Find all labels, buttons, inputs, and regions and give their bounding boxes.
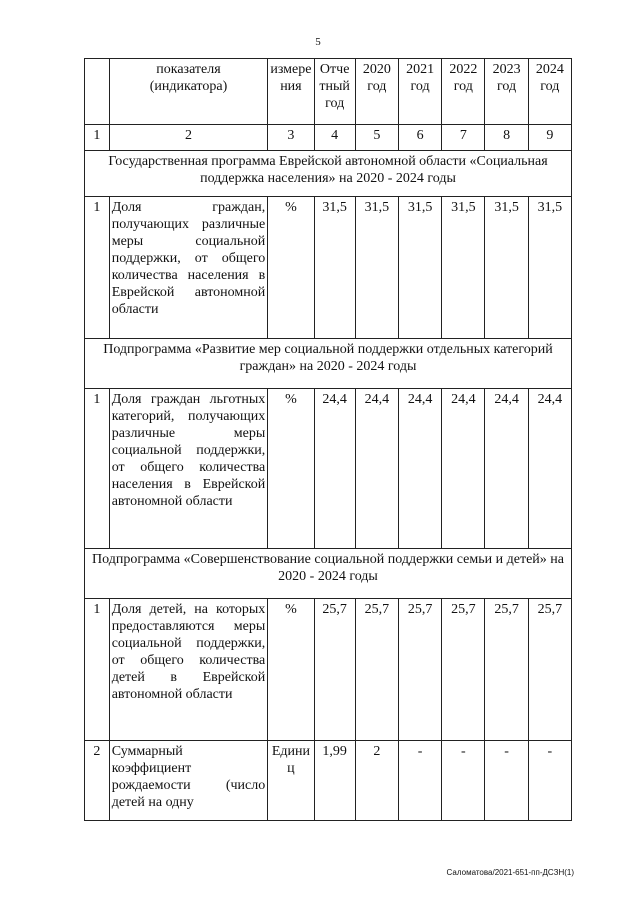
column-number: 3 [268,125,314,151]
section-title: Государственная программа Еврейской автономной области «Социальная поддержка населения» на 2020 - 2024 годы [85,151,572,197]
column-number: 9 [528,125,571,151]
column-number: 4 [314,125,355,151]
header-year-2021: 2021 год [398,59,441,125]
unit-cell: Едини ц [268,741,314,821]
column-number: 1 [85,125,110,151]
header-year-2020: 2020 год [355,59,398,125]
header-year-2022: 2022 год [442,59,485,125]
value-2023: - [485,741,528,821]
value-2021: 24,4 [398,389,441,549]
header-col-1 [85,59,110,125]
value-2024: - [528,741,571,821]
value-2020: 31,5 [355,197,398,339]
value-2024: 24,4 [528,389,571,549]
indicator-text: Суммарный коэффициент рождаемости (число детей на одну [109,741,268,821]
value-2022: 31,5 [442,197,485,339]
value-2022: 25,7 [442,599,485,741]
indicator-text: Доля граждан, получающих различные меры социальной поддержки, от общего количества населения в Еврейской автономной области [109,197,268,339]
section-title-row [85,549,572,599]
value-2021: 31,5 [398,197,441,339]
base-value: 25,7 [314,599,355,741]
value-2020: 24,4 [355,389,398,549]
section-title: Подпрограмма «Развитие мер социальной поддержки отдельных категорий граждан» на 2020 - 2024 годы [85,339,572,389]
value-2022: 24,4 [442,389,485,549]
value-2023: 25,7 [485,599,528,741]
table-row [85,741,572,821]
column-number: 2 [109,125,268,151]
section-title-row [85,339,572,389]
header-col-4: Отче тный год [314,59,355,125]
value-2023: 31,5 [485,197,528,339]
row-number: 1 [85,599,110,741]
table-row [85,599,572,741]
value-2021: - [398,741,441,821]
value-2020: 2 [355,741,398,821]
base-value: 24,4 [314,389,355,549]
column-number: 7 [442,125,485,151]
section-title-row [85,151,572,197]
header-row [85,59,572,125]
footer-document-code: Саломатова/2021-651-пп-ДСЗН(1) [446,868,574,877]
value-2022: - [442,741,485,821]
table-body [85,59,572,821]
row-number: 2 [85,741,110,821]
column-number: 8 [485,125,528,151]
column-number: 6 [398,125,441,151]
header-year-2023: 2023 год [485,59,528,125]
unit-cell: % [268,389,314,549]
column-numbers-row [85,125,572,151]
header-col-2: показателя (индикатора) [109,59,268,125]
value-2020: 25,7 [355,599,398,741]
value-2024: 31,5 [528,197,571,339]
value-2023: 24,4 [485,389,528,549]
header-year-2024: 2024 год [528,59,571,125]
unit-cell: % [268,599,314,741]
value-2021: 25,7 [398,599,441,741]
column-number: 5 [355,125,398,151]
value-2024: 25,7 [528,599,571,741]
base-value: 1,99 [314,741,355,821]
section-title: Подпрограмма «Совершенствование социальной поддержки семьи и детей» на 2020 - 2024 годы [85,549,572,599]
page-number: 5 [315,36,321,48]
indicators-table [84,58,572,821]
unit-cell: % [268,197,314,339]
table-row [85,197,572,339]
base-value: 31,5 [314,197,355,339]
row-number: 1 [85,389,110,549]
row-number: 1 [85,197,110,339]
indicator-text: Доля граждан льготных категорий, получающих различные меры социальной поддержки, от общего количества населения в Еврейской автономной области [109,389,268,549]
indicator-text: Доля детей, на которых предоставляются меры социальной поддержки, от общего количества детей в Еврейской автономной области [109,599,268,741]
header-col-3: измере ния [268,59,314,125]
table-row [85,389,572,549]
